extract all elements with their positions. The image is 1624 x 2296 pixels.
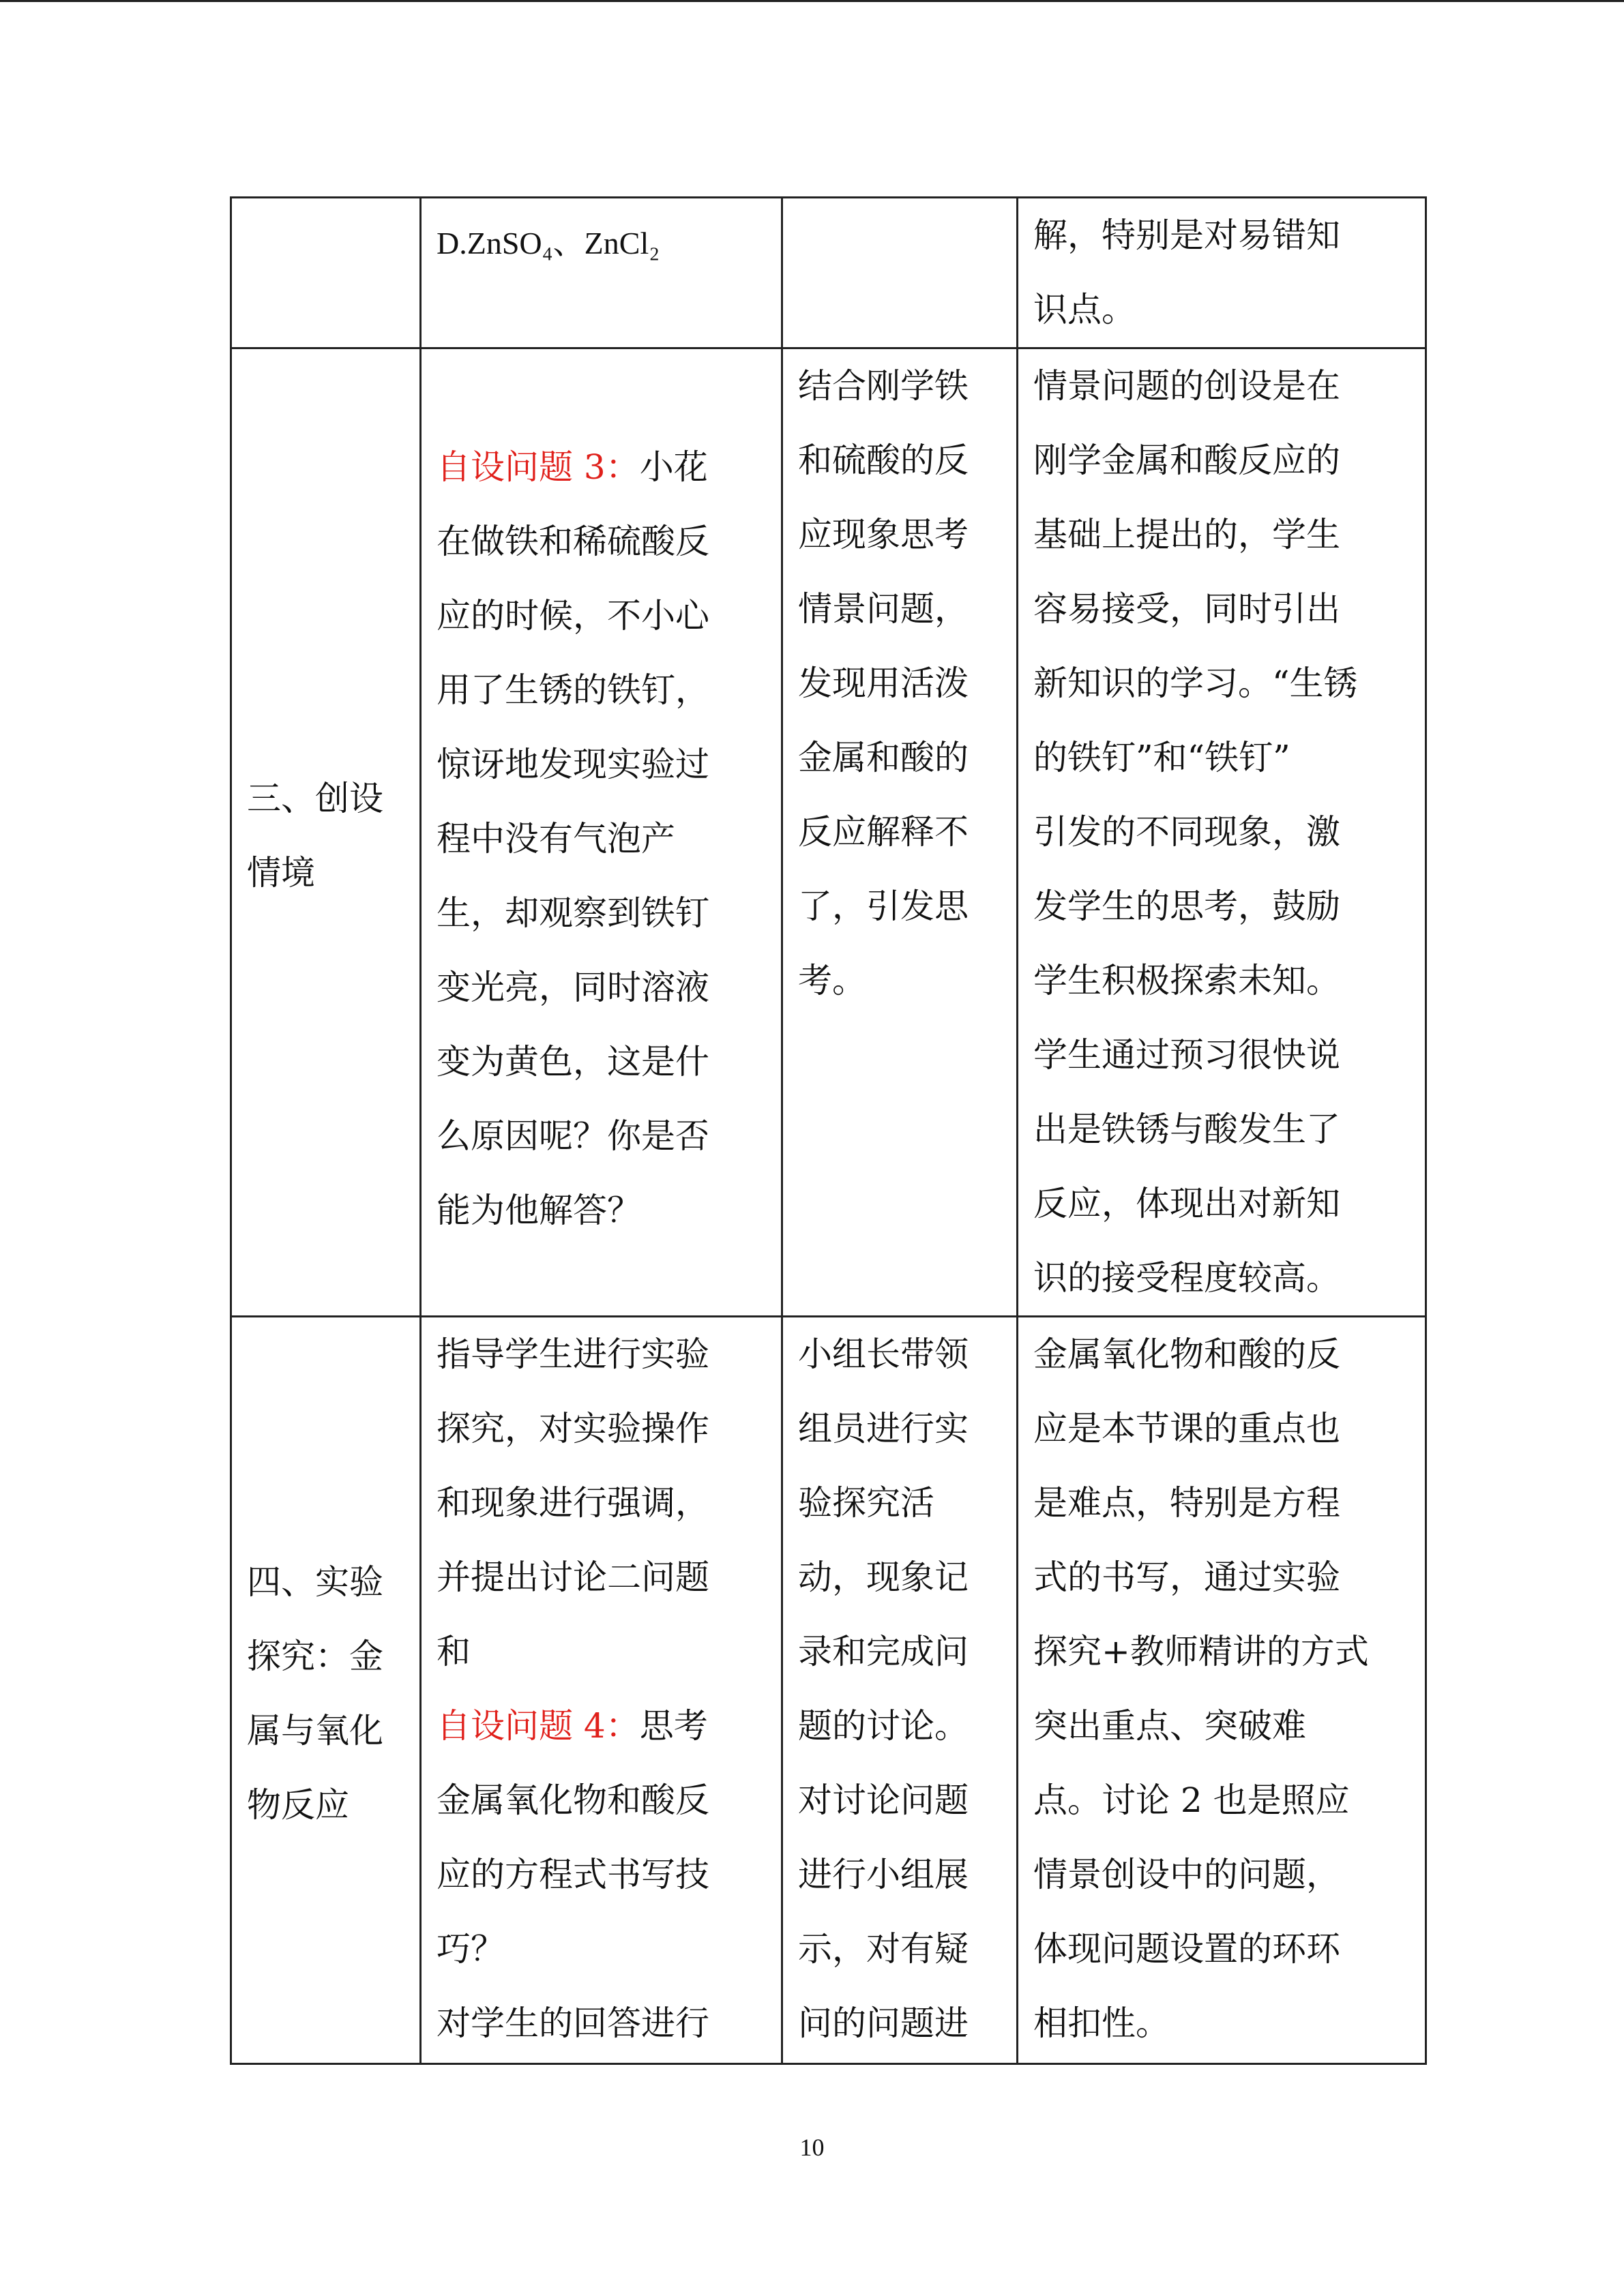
student-activity-cell (782, 1317, 1018, 2064)
intent-line: 容易接受，同时引出 (1033, 589, 1340, 629)
teacher-line: 惊讶地发现实验过 (437, 745, 709, 784)
student-line: 应现象思考 (798, 515, 969, 554)
intent-line: 相扣性。 (1033, 2003, 1170, 2043)
teacher-line: 对学生的回答进行 (437, 2003, 709, 2043)
teacher-line: 变为黄色，这是什 (437, 1042, 709, 1082)
student-line: 进行小组展 (798, 1855, 969, 1894)
student-line: 示，对有疑 (798, 1929, 969, 1969)
stage-cell (231, 348, 421, 1317)
student-line: 题的讨论。 (798, 1706, 969, 1746)
teacher-line-first (437, 430, 766, 505)
intent-line: 基础上提出的，学生 (1033, 515, 1340, 554)
intent-line: 点。讨论 2 也是照应 (1033, 1780, 1350, 1820)
teacher-line: 应的方程式书写技 (437, 1855, 709, 1894)
teacher-line: 生，却观察到铁钉 (437, 893, 709, 933)
stage-line: 探究：金 (247, 1636, 383, 1676)
teacher-text: 小花 (639, 447, 708, 487)
intent-line: 解，特别是对易错知 (1033, 215, 1340, 255)
self-question-label: 自设问题 4： (437, 1706, 640, 1746)
teacher-activity-cell (421, 1317, 782, 2064)
teacher-line: 应的时候，不小心 (437, 596, 709, 636)
intent-line: 的铁钉”和“铁钉” (1033, 738, 1290, 777)
intent-line: 突出重点、突破难 (1033, 1706, 1306, 1746)
stage-line: 四、实验 (247, 1562, 383, 1602)
intent-line: 式的书写，通过实验 (1033, 1557, 1340, 1597)
student-line: 录和完成问 (798, 1632, 969, 1671)
stage-line: 属与氧化 (247, 1710, 383, 1750)
design-intent-cell (1018, 198, 1426, 348)
student-line: 金属和酸的 (798, 738, 969, 777)
intent-line: 识的接受程度较高。 (1033, 1258, 1340, 1298)
student-line: 对讨论问题 (798, 1780, 969, 1820)
intent-line: 体现问题设置的环环 (1033, 1929, 1340, 1969)
teacher-line: 用了生锈的铁钉， (437, 670, 709, 710)
intent-line: 新知识的学习。“生锈 (1033, 664, 1358, 703)
table-row-experiment (231, 1317, 1426, 2064)
intent-line: 情景问题的创设是在 (1033, 366, 1340, 406)
stage-line: 物反应 (247, 1785, 349, 1825)
design-intent-cell (1018, 1317, 1426, 2064)
stage-line: 三、创设 (247, 778, 383, 818)
intent-line: 是难点，特别是方程 (1033, 1483, 1340, 1523)
stage-cell-empty (231, 198, 421, 348)
teacher-line: 变光亮，同时溶液 (437, 968, 709, 1007)
intent-line: 应是本节课的重点也 (1033, 1409, 1340, 1448)
intent-line: 刚学金属和酸反应的 (1033, 441, 1340, 480)
page-top-border (0, 0, 1624, 2)
teacher-line-question (437, 1689, 766, 1763)
student-line: 考。 (798, 961, 866, 1000)
teacher-line: 指导学生进行实验 (437, 1335, 709, 1374)
intent-line: 出是铁锈与酸发生了 (1033, 1109, 1340, 1149)
intent-line: 学生积极探索未知。 (1033, 961, 1340, 1000)
teacher-line: 程中没有气泡产 (437, 819, 675, 859)
teacher-line: 在做铁和稀硫酸反 (437, 522, 709, 561)
teacher-line: 能为他解答？ (437, 1191, 641, 1230)
student-activity-cell (782, 348, 1018, 1317)
lesson-plan-table (230, 196, 1427, 2065)
teacher-line: 金属氧化物和酸反 (437, 1780, 709, 1820)
student-activity-cell (782, 198, 1018, 348)
student-line: 动，现象记 (798, 1557, 969, 1597)
intent-line: 金属氧化物和酸的反 (1033, 1335, 1340, 1374)
design-intent-cell (1018, 348, 1426, 1317)
table-row-create-scenario (231, 348, 1426, 1317)
intent-line: 反应，体现出对新知 (1033, 1184, 1340, 1223)
option-d-text: D.ZnSO₄、ZnCl₂ (437, 226, 660, 260)
table-row-continuation (231, 198, 1426, 348)
teacher-text: 思考 (639, 1706, 708, 1746)
stage-cell (231, 1317, 421, 2064)
intent-line: 识点。 (1033, 290, 1136, 329)
teacher-line: 并提出讨论二问题 (437, 1557, 709, 1597)
intent-line: 引发的不同现象，激 (1033, 812, 1340, 852)
student-line: 和硫酸的反 (798, 441, 969, 480)
intent-line: 发学生的思考，鼓励 (1033, 886, 1340, 926)
self-question-label: 自设问题 3： (437, 447, 640, 487)
student-line: 发现用活泼 (798, 664, 969, 703)
student-line: 情景问题， (798, 589, 969, 629)
intent-line: 情景创设中的问题， (1033, 1855, 1340, 1894)
intent-line: 学生通过预习很快说 (1033, 1035, 1340, 1075)
teacher-activity-cell (421, 198, 782, 348)
student-line: 结合刚学铁 (798, 366, 969, 406)
page-number: 10 (799, 2134, 825, 2161)
student-line: 组员进行实 (798, 1409, 969, 1448)
teacher-line: 巧？ (437, 1929, 505, 1969)
student-line: 验探究活 (798, 1483, 934, 1523)
teacher-line: 探究，对实验操作 (437, 1409, 709, 1448)
student-line: 了，引发思 (798, 886, 969, 926)
student-line: 小组长带领 (798, 1335, 969, 1374)
student-line: 反应解释不 (798, 812, 969, 852)
intent-line: 探究+教师精讲的方式 (1033, 1632, 1369, 1671)
teacher-line: 和现象进行强调， (437, 1483, 709, 1523)
teacher-line: 和 (437, 1632, 471, 1671)
teacher-line: 么原因呢？你是否 (437, 1116, 709, 1156)
stage-line: 情境 (247, 852, 315, 893)
student-line: 问的问题进 (798, 2003, 969, 2043)
teacher-activity-cell (421, 348, 782, 1317)
